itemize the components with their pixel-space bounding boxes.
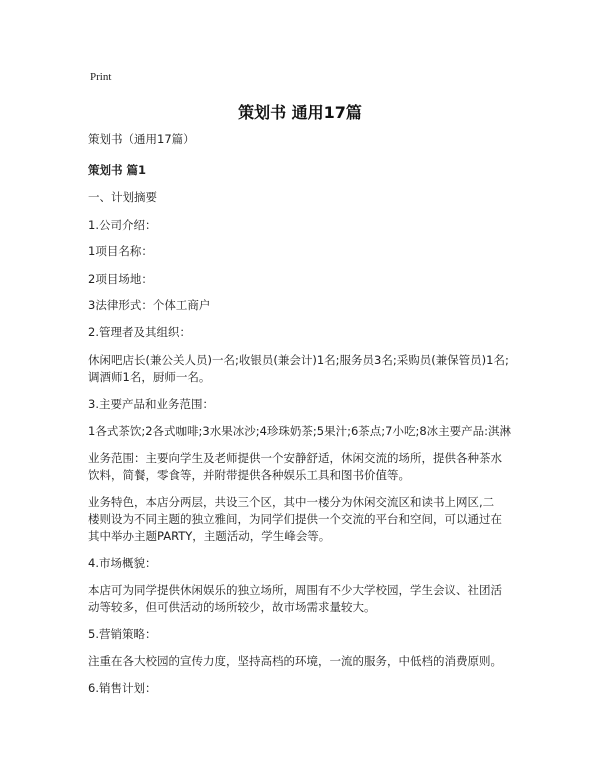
paragraph: 业务特色，本店分两层，共设三个区，其中一楼分为休闲交流区和读书上网区,二 bbox=[88, 495, 495, 509]
paragraph: 6.销售计划： bbox=[88, 681, 157, 695]
paragraph: 5.营销策略： bbox=[88, 627, 157, 641]
paragraph: 1.公司介绍： bbox=[88, 218, 157, 232]
paragraph: 1各式茶饮;2各式咖啡;3水果冰沙;4珍珠奶茶;5果汁;6茶点;7小吃;8冰主要产品:淇淋 bbox=[88, 424, 512, 438]
paragraph: 2.管理者及其组织： bbox=[88, 325, 191, 339]
paragraph: 休闲吧店长(兼公关人员)一名;收银员(兼会计)1名;服务员3名;采购员(兼保管员)1名; bbox=[88, 353, 509, 367]
paragraph: 本店可为同学提供休闲娱乐的独立场所，周围有不少大学校园，学生会议、社团活 bbox=[88, 583, 502, 597]
paragraph: 其中举办主题PARTY，主题活动，学生峰会等。 bbox=[88, 529, 331, 543]
paragraph: 调酒师1名，厨师一名。 bbox=[88, 370, 211, 384]
subtitle: 策划书（通用17篇） bbox=[88, 132, 195, 146]
paragraph: 注重在各大校园的宣传力度，坚持高档的环境，一流的服务，中低档的消费原则。 bbox=[88, 654, 502, 668]
section-heading: 策划书 篇1 bbox=[88, 163, 147, 177]
paragraph: 3法律形式：个体工商户 bbox=[88, 298, 211, 312]
paragraph: 动等较多，但可供活动的场所较少，故市场需求量较大。 bbox=[88, 600, 376, 614]
paragraph: 一、计划摘要 bbox=[88, 190, 157, 204]
paragraph: 业务范围：主要向学生及老师提供一个安静舒适，休闲交流的场所，提供各种茶水 bbox=[88, 451, 502, 465]
print-link[interactable]: Print bbox=[90, 71, 112, 83]
paragraph: 4.市场概貌： bbox=[88, 556, 157, 570]
paragraph: 楼则设为不同主题的独立雅间，为同学们提供一个交流的平台和空间，可以通过在 bbox=[88, 512, 502, 526]
paragraph: 2项目场地： bbox=[88, 272, 153, 286]
paragraph: 饮料，简餐，零食等，并附带提供各种娱乐工具和图书价值等。 bbox=[88, 468, 410, 482]
paragraph: 3.主要产品和业务范围： bbox=[88, 397, 214, 411]
page-title: 策划书 通用17篇 bbox=[238, 103, 362, 122]
paragraph: 1项目名称： bbox=[88, 244, 153, 258]
